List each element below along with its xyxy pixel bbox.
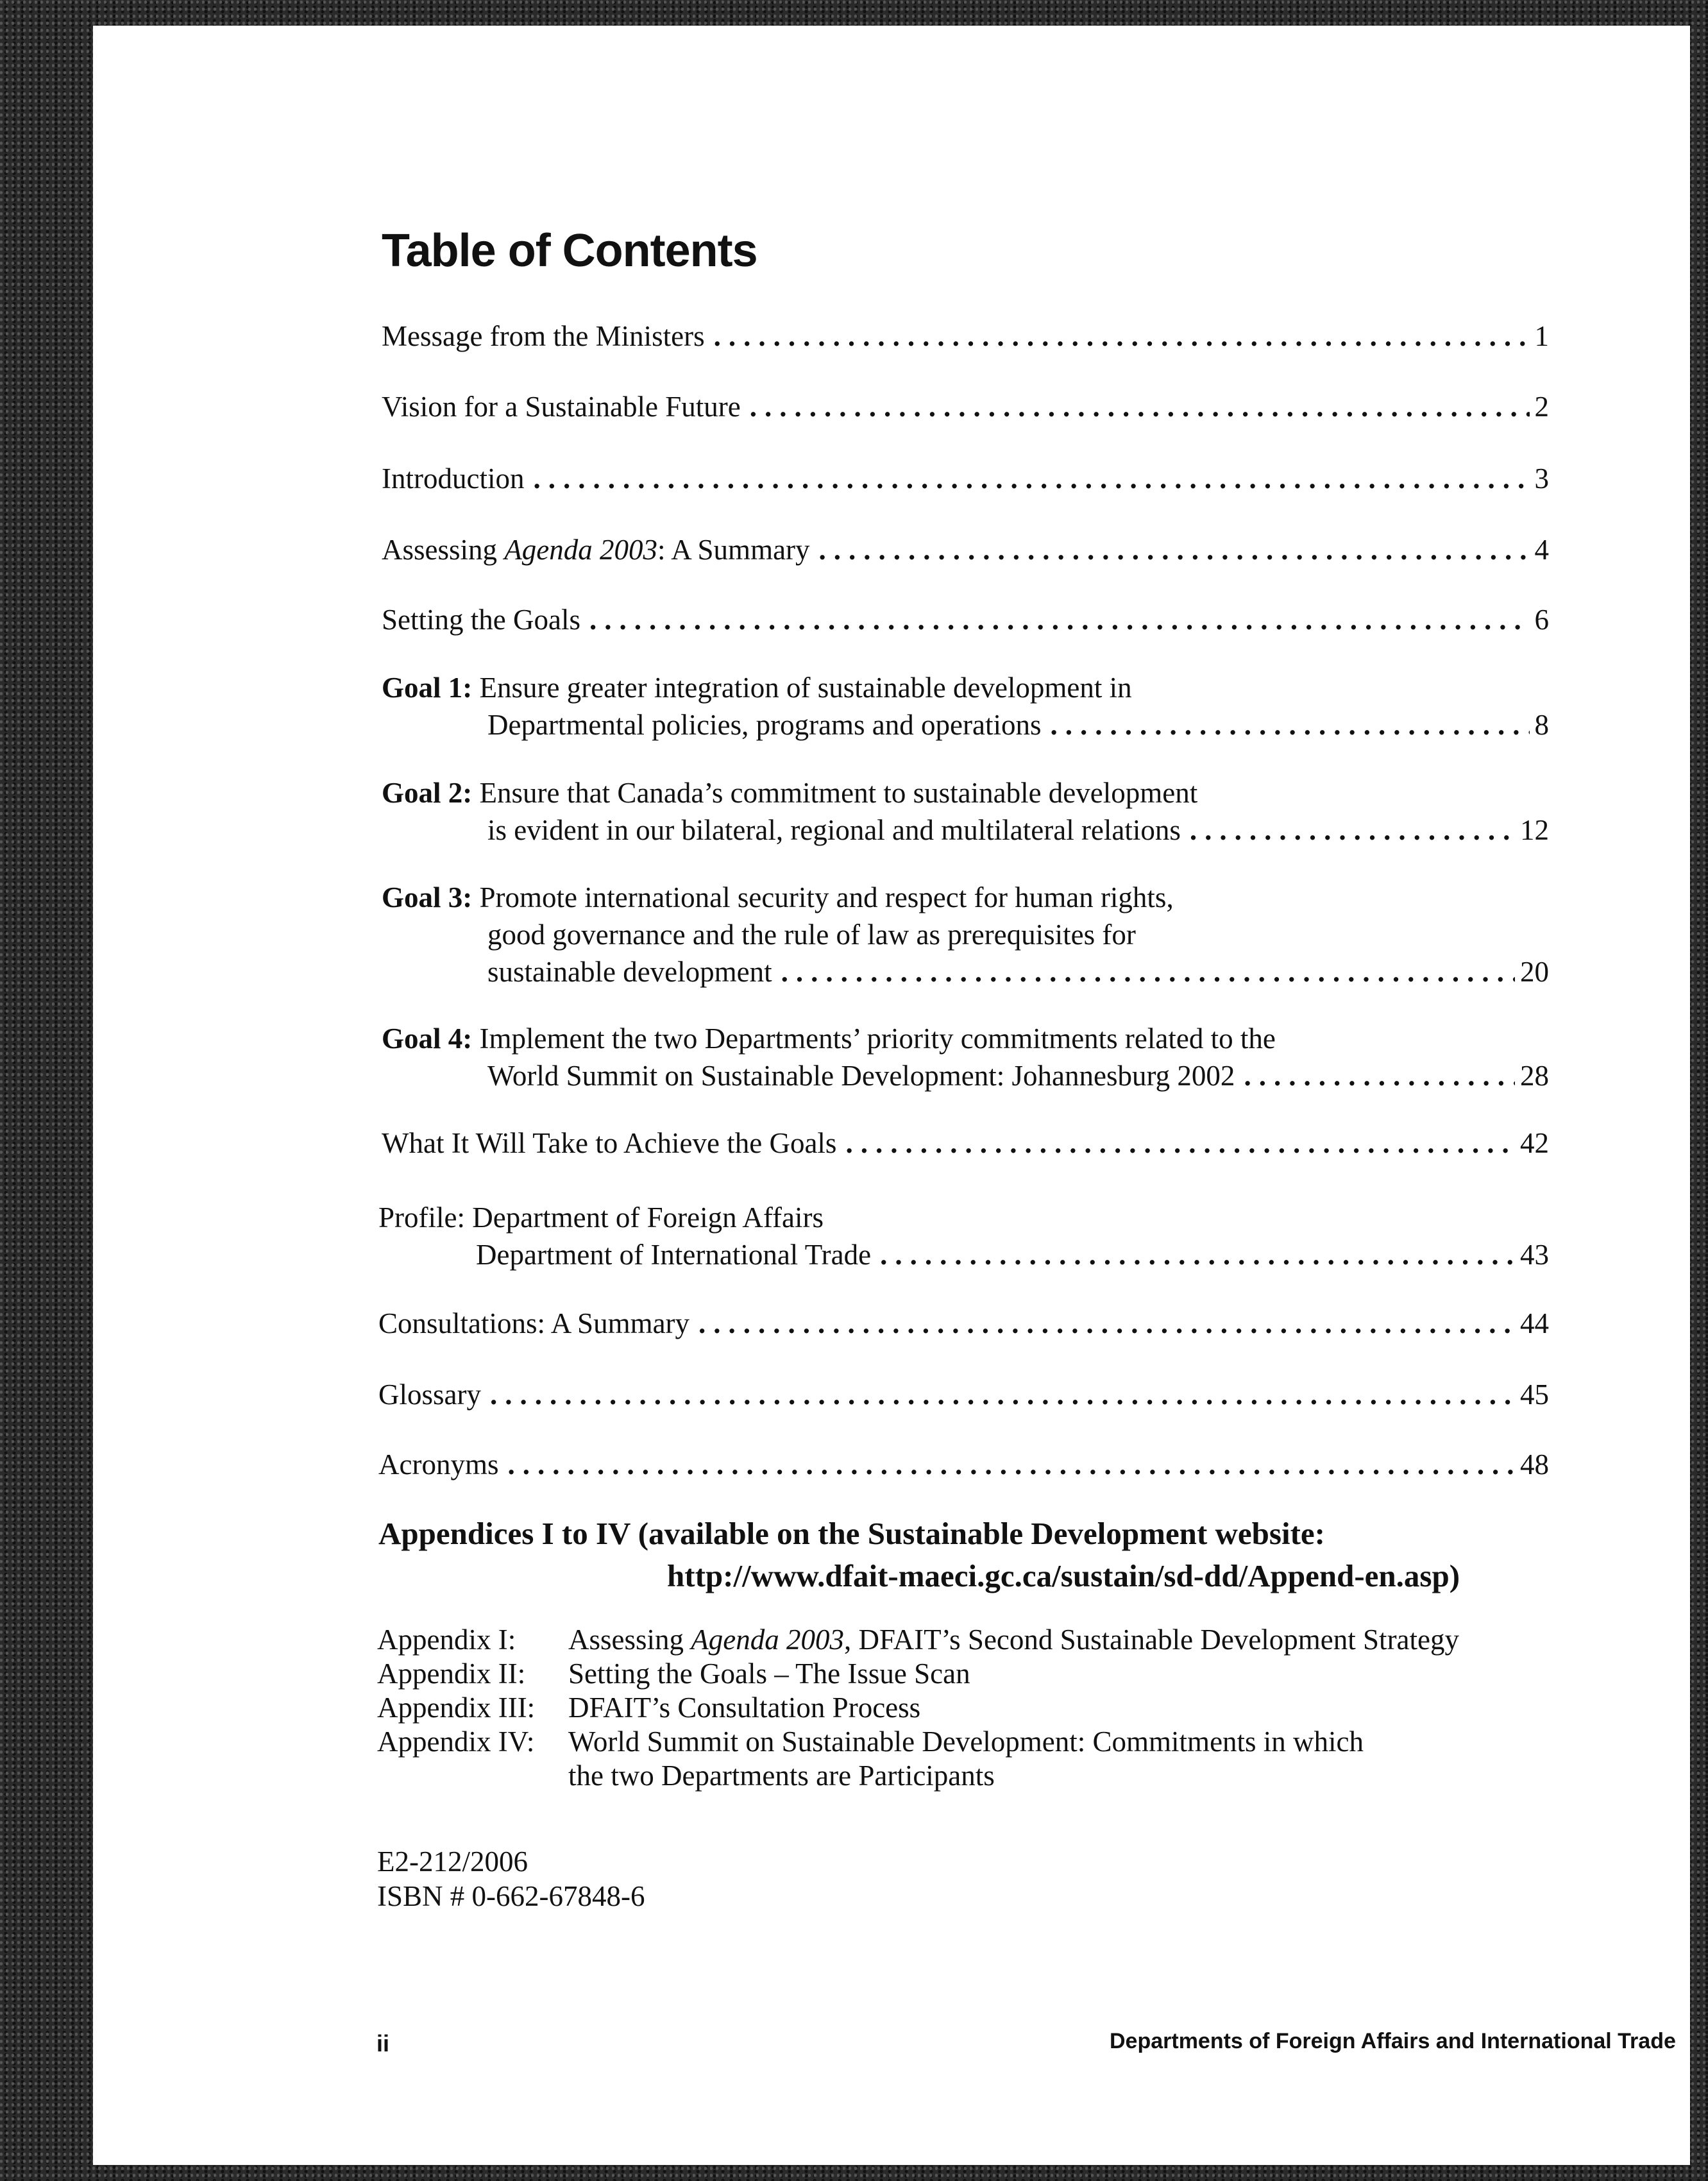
goal-label: Goal 3: [382,881,473,913]
leader-dots [698,1305,1515,1342]
leader-dots [880,1236,1515,1273]
catalogue-number: E2-212/2006 [377,1846,528,1878]
goal-text: Ensure greater integration of sustainable development in [472,672,1132,704]
page-title: Table of Contents [382,225,757,276]
toc-page-number: 1 [1534,320,1549,352]
goal-text: good governance and the rule of law as prerequisites for [487,919,1136,951]
appendix-text: Assessing [568,1624,691,1656]
toc-entry-vision[interactable] [382,388,1549,425]
title-text: : A Summary [657,534,810,566]
appendix-label: Appendix III: [377,1692,536,1724]
toc-page-number: 6 [1534,604,1549,636]
appendix-title [568,1725,1594,1793]
toc-page-number: 2 [1534,391,1549,423]
toc-entry-goal-4[interactable] [382,1020,1549,1094]
goal-label: Goal 1: [382,672,473,704]
toc-entry-title: Setting the Goals [382,604,580,636]
goal-label: Goal 4: [382,1023,473,1055]
appendices-url-link[interactable]: http://www.dfait-maeci.gc.ca/sustain/sd-dd/Append-en.asp) [667,1558,1460,1593]
toc-entry-acronyms[interactable] [378,1446,1549,1483]
toc-entry-glossary[interactable] [378,1376,1549,1413]
appendices-heading [378,1513,1584,1597]
appendix-label: Appendix II: [377,1658,526,1690]
appendix-italic: Agenda 2003 [691,1624,844,1656]
toc-entry-consultations[interactable] [378,1305,1549,1342]
leader-dots [819,531,1530,568]
toc-page-number: 42 [1520,1127,1549,1159]
leader-dots [490,1376,1515,1413]
toc-page-number: 3 [1534,463,1549,495]
appendix-item [377,1725,1594,1793]
leader-dots [1190,811,1515,849]
goal-label: Goal 2: [382,777,473,809]
document-page [93,26,1690,2165]
leader-dots [845,1124,1515,1162]
toc-page-number: 12 [1520,814,1549,846]
footer-title: Departments of Foreign Affairs and International Trade [1110,2029,1676,2053]
title-text: Assessing [382,534,505,566]
toc-entry-title: Consultations: A Summary [378,1307,690,1339]
goal-text: Departmental policies, programs and operations [487,709,1042,741]
toc-entry-assessing[interactable] [382,531,1549,568]
toc-page-number: 48 [1520,1448,1549,1481]
appendix-title: DFAIT’s Consultation Process [568,1692,921,1724]
toc-entry-title: Message from the Ministers [382,320,705,352]
goal-text: sustainable development [487,956,772,988]
goal-text: Implement the two Departments’ priority commitments related to the [472,1023,1276,1055]
toc-entry-title: Acronyms [378,1448,499,1481]
goal-text: Ensure that Canada’s commitment to sustainable development [472,777,1198,809]
toc-entry-setting-goals[interactable] [382,601,1549,638]
appendix-title [568,1623,1594,1657]
toc-entry-title: Vision for a Sustainable Future [382,391,741,423]
leader-dots [589,601,1530,638]
toc-entry-goal-1[interactable] [382,669,1549,743]
toc-entry-title: Glossary [378,1379,481,1411]
leader-dots [1050,706,1529,743]
leader-dots [507,1446,1515,1483]
toc-page-number: 45 [1520,1379,1549,1411]
toc-entry-message[interactable] [382,318,1549,355]
leader-dots [714,318,1530,355]
toc-entry-goal-3[interactable] [382,879,1549,990]
leader-dots [1244,1057,1515,1094]
toc-entry-title: Profile: Department of Foreign Affairs [378,1201,824,1234]
appendix-list [377,1623,1594,1793]
isbn-number: ISBN # 0-662-67848-6 [377,1880,645,1912]
toc-page-number: 20 [1520,956,1549,988]
toc-page-number: 43 [1520,1239,1549,1271]
toc-page-number: 8 [1534,709,1549,741]
toc-entry-goal-2[interactable] [382,774,1549,849]
toc-entry-introduction[interactable] [382,460,1549,497]
appendix-item [377,1623,1594,1657]
appendix-text: the two Departments are Participants [568,1760,995,1792]
appendix-item [377,1691,1594,1725]
toc-entry-profile[interactable] [378,1199,1549,1273]
toc-entry-what-it-will-take[interactable] [382,1124,1549,1162]
toc-page-number: 28 [1520,1060,1549,1092]
appendix-item [377,1657,1594,1691]
leader-dots [533,460,1529,497]
toc-page-number: 44 [1520,1307,1549,1339]
toc-page-number: 4 [1534,534,1549,566]
leader-dots [781,953,1515,990]
appendix-label: Appendix IV: [377,1726,535,1758]
footer-page-number: ii [376,2030,390,2057]
toc-entry-title: Introduction [382,463,525,495]
toc-entry-title: What It Will Take to Achieve the Goals [382,1127,837,1159]
appendix-text: World Summit on Sustainable Development: Commitments in which [568,1726,1364,1758]
goal-text: is evident in our bilateral, regional and multilateral relations [487,814,1181,846]
appendix-title: Setting the Goals – The Issue Scan [568,1658,970,1690]
toc-entry-title [382,531,810,568]
appendix-label: Appendix I: [377,1624,516,1656]
appendices-heading-text: Appendices I to IV (available on the Sustainable Development website: [378,1516,1325,1551]
title-italic: Agenda 2003 [504,534,657,566]
leader-dots [750,388,1530,425]
document-codes [377,1844,645,1914]
toc-entry-title: Department of International Trade [476,1239,872,1271]
goal-text: World Summit on Sustainable Development: Johannesburg 2002 [487,1060,1235,1092]
goal-text: Promote international security and respect for human rights, [472,881,1174,913]
appendix-text: , DFAIT’s Second Sustainable Development Strategy [844,1624,1459,1656]
